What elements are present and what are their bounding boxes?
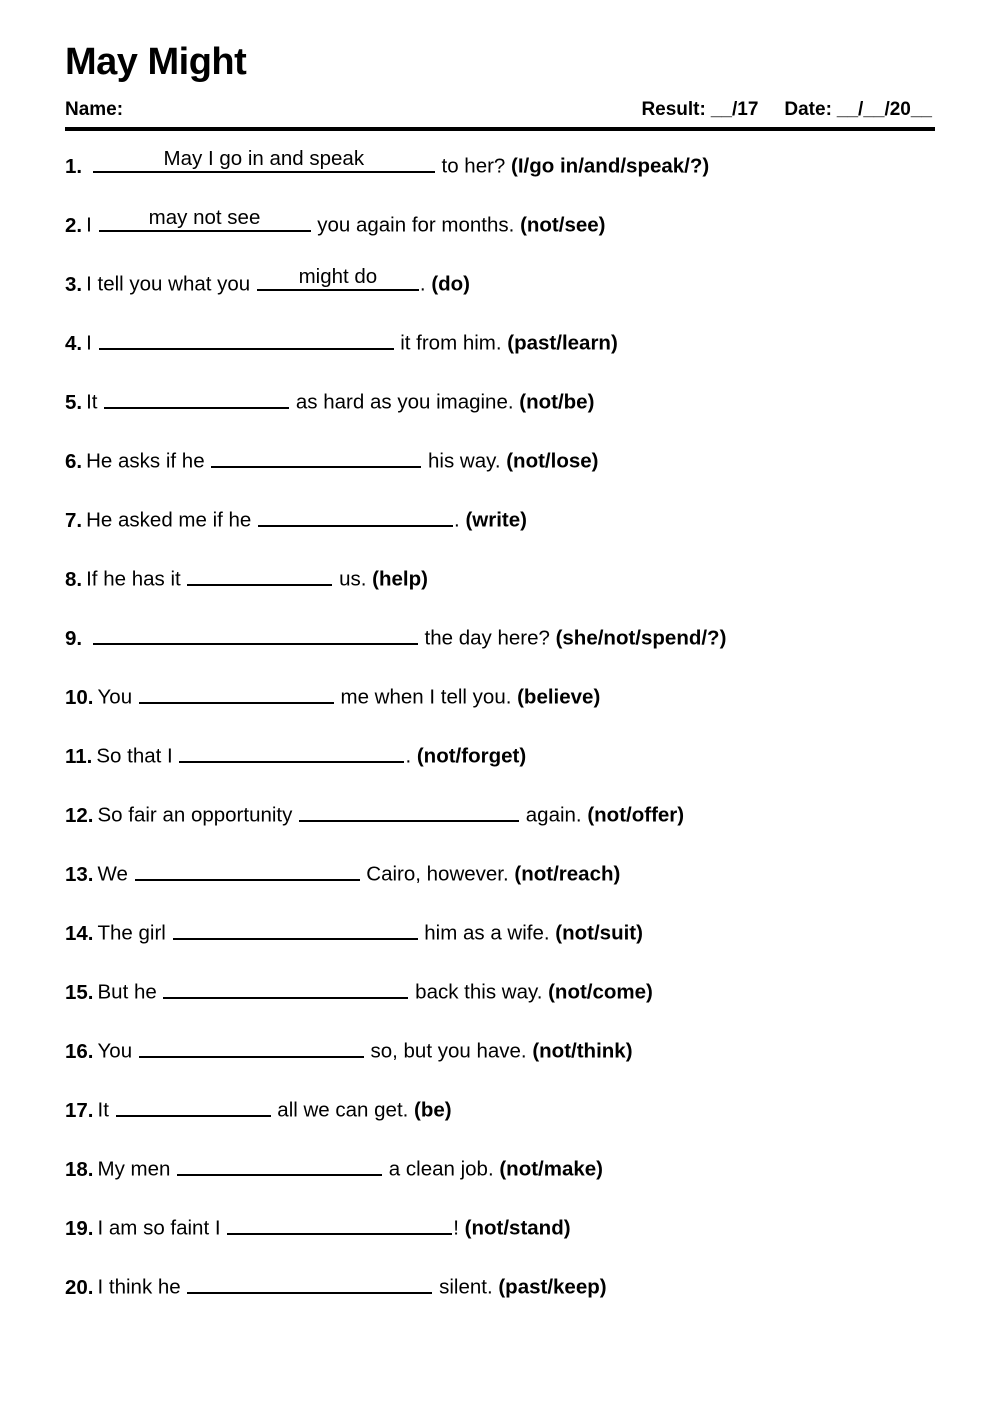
question-number: 20.	[65, 1275, 94, 1299]
question-hint: (not/lose)	[506, 449, 599, 473]
answer-blank[interactable]	[211, 444, 421, 468]
result-label: Result:	[641, 99, 706, 121]
question-text-after: him as a wife.	[418, 921, 556, 945]
question-text-after: us.	[333, 567, 373, 591]
question-text-before: It	[86, 390, 104, 414]
question-text-before: I	[86, 331, 98, 355]
question-item	[65, 1270, 935, 1329]
question-text-after: his way.	[422, 449, 507, 473]
question-text-before: It	[97, 1098, 115, 1122]
question-hint: (be)	[414, 1098, 452, 1122]
question-text-after: the day here?	[418, 626, 556, 650]
question-number: 1.	[65, 154, 83, 178]
question-hint: (not/make)	[499, 1157, 604, 1181]
question-text-before: I am so faint I	[97, 1216, 227, 1240]
answer-blank[interactable]	[104, 385, 289, 409]
question-hint: (past/keep)	[498, 1275, 607, 1299]
question-text-after: again.	[520, 803, 588, 827]
question-item	[65, 385, 935, 444]
question-hint: (believe)	[517, 685, 601, 709]
question-item	[65, 739, 935, 798]
result-value: __/17	[710, 99, 759, 121]
answer-blank[interactable]	[93, 621, 418, 645]
question-item	[65, 621, 935, 680]
answer-blank[interactable]	[163, 975, 408, 999]
answer-blank[interactable]	[179, 739, 404, 763]
question-item	[65, 857, 935, 916]
question-number: 10.	[65, 685, 94, 709]
question-item	[65, 798, 935, 857]
question-hint: (not/offer)	[587, 803, 685, 827]
question-item	[65, 562, 935, 621]
question-list	[65, 131, 935, 1329]
question-text-before: He asks if he	[86, 449, 211, 473]
question-text-before: If he has it	[86, 567, 187, 591]
answer-blank[interactable]	[177, 1152, 382, 1176]
question-hint: (help)	[372, 567, 428, 591]
question-number: 17.	[65, 1098, 94, 1122]
answer-blank[interactable]	[173, 916, 418, 940]
question-text-after: back this way.	[409, 980, 549, 1004]
question-text-before: You	[97, 685, 138, 709]
question-text-after: !	[453, 1216, 465, 1240]
question-item	[65, 1093, 935, 1152]
answer-blank-filled[interactable]: may not see	[99, 208, 311, 232]
question-text-before: He asked me if he	[86, 508, 258, 532]
question-text-before: The girl	[97, 921, 172, 945]
answer-blank[interactable]	[258, 503, 453, 527]
question-number: 13.	[65, 862, 94, 886]
question-number: 7.	[65, 508, 83, 532]
question-text-after: all we can get.	[271, 1098, 415, 1122]
question-hint: (past/learn)	[507, 331, 618, 355]
question-hint: (not/be)	[519, 390, 595, 414]
question-text-after: you again for months.	[311, 213, 521, 237]
question-text-before: My men	[97, 1157, 177, 1181]
question-hint: (not/see)	[520, 213, 606, 237]
question-item	[65, 1152, 935, 1211]
question-hint: (not/reach)	[514, 862, 621, 886]
question-hint: (not/come)	[548, 980, 653, 1004]
question-text-before: I tell you what you	[86, 272, 256, 296]
question-text-after: .	[405, 744, 417, 768]
answer-blank[interactable]	[116, 1093, 271, 1117]
question-number: 16.	[65, 1039, 94, 1063]
question-text-before: I think he	[97, 1275, 187, 1299]
question-item	[65, 326, 935, 385]
answer-blank[interactable]	[99, 326, 394, 350]
worksheet-meta-row	[65, 99, 935, 121]
question-number: 5.	[65, 390, 83, 414]
question-hint: (she/not/spend/?)	[555, 626, 727, 650]
question-number: 12.	[65, 803, 94, 827]
question-item	[65, 1211, 935, 1270]
answer-blank[interactable]	[227, 1211, 452, 1235]
question-number: 3.	[65, 272, 83, 296]
page-title: May Might	[65, 41, 247, 83]
answer-blank[interactable]	[187, 562, 332, 586]
answer-blank-filled[interactable]: might do	[257, 267, 419, 291]
date-field	[784, 99, 932, 121]
question-hint: (not/stand)	[464, 1216, 571, 1240]
question-text-after: silent.	[433, 1275, 499, 1299]
date-label: Date:	[784, 99, 832, 121]
result-field	[641, 99, 758, 121]
question-text-after: a clean job.	[383, 1157, 500, 1181]
question-number: 6.	[65, 449, 83, 473]
question-text-before: So fair an opportunity	[97, 803, 299, 827]
question-hint: (not/suit)	[555, 921, 643, 945]
meta-right-group	[641, 99, 935, 121]
question-hint: (do)	[431, 272, 471, 296]
question-number: 4.	[65, 331, 83, 355]
question-text-before: So that I	[96, 744, 179, 768]
question-text-after: me when I tell you.	[334, 685, 518, 709]
answer-blank[interactable]	[139, 680, 334, 704]
question-text-after: as hard as you imagine.	[290, 390, 520, 414]
question-item	[65, 503, 935, 562]
question-item	[65, 975, 935, 1034]
question-hint: (I/go in/and/speak/?)	[511, 154, 710, 178]
answer-blank[interactable]	[187, 1270, 432, 1294]
question-number: 19.	[65, 1216, 94, 1240]
question-text-after: to her?	[435, 154, 512, 178]
question-number: 14.	[65, 921, 94, 945]
question-text-after: .	[419, 272, 432, 296]
name-field-label: Name:	[65, 99, 124, 121]
question-text-before: You	[97, 1039, 138, 1063]
question-text-after: so, but you have.	[364, 1039, 533, 1063]
question-text-before: But he	[97, 980, 163, 1004]
question-text-after: Cairo, however.	[360, 862, 515, 886]
question-item	[65, 680, 935, 739]
question-item	[65, 149, 935, 208]
question-item	[65, 1034, 935, 1093]
date-value: __/__/20__	[836, 99, 932, 121]
question-hint: (not/forget)	[416, 744, 527, 768]
answer-blank-filled[interactable]: May I go in and speak	[93, 149, 435, 173]
question-item	[65, 208, 935, 267]
question-text-before: We	[97, 862, 134, 886]
question-number: 8.	[65, 567, 83, 591]
question-item	[65, 444, 935, 503]
question-hint: (write)	[465, 508, 527, 532]
question-number: 18.	[65, 1157, 94, 1181]
question-text-after: it from him.	[394, 331, 508, 355]
question-item	[65, 916, 935, 975]
question-item	[65, 267, 935, 326]
question-number: 15.	[65, 980, 94, 1004]
question-text-after: .	[454, 508, 466, 532]
answer-blank[interactable]	[135, 857, 360, 881]
question-number: 11.	[65, 744, 93, 768]
answer-blank[interactable]	[139, 1034, 364, 1058]
question-number: 9.	[65, 626, 83, 650]
question-text-before: I	[86, 213, 98, 237]
question-hint: (not/think)	[532, 1039, 633, 1063]
question-number: 2.	[65, 213, 83, 237]
answer-blank[interactable]	[299, 798, 519, 822]
